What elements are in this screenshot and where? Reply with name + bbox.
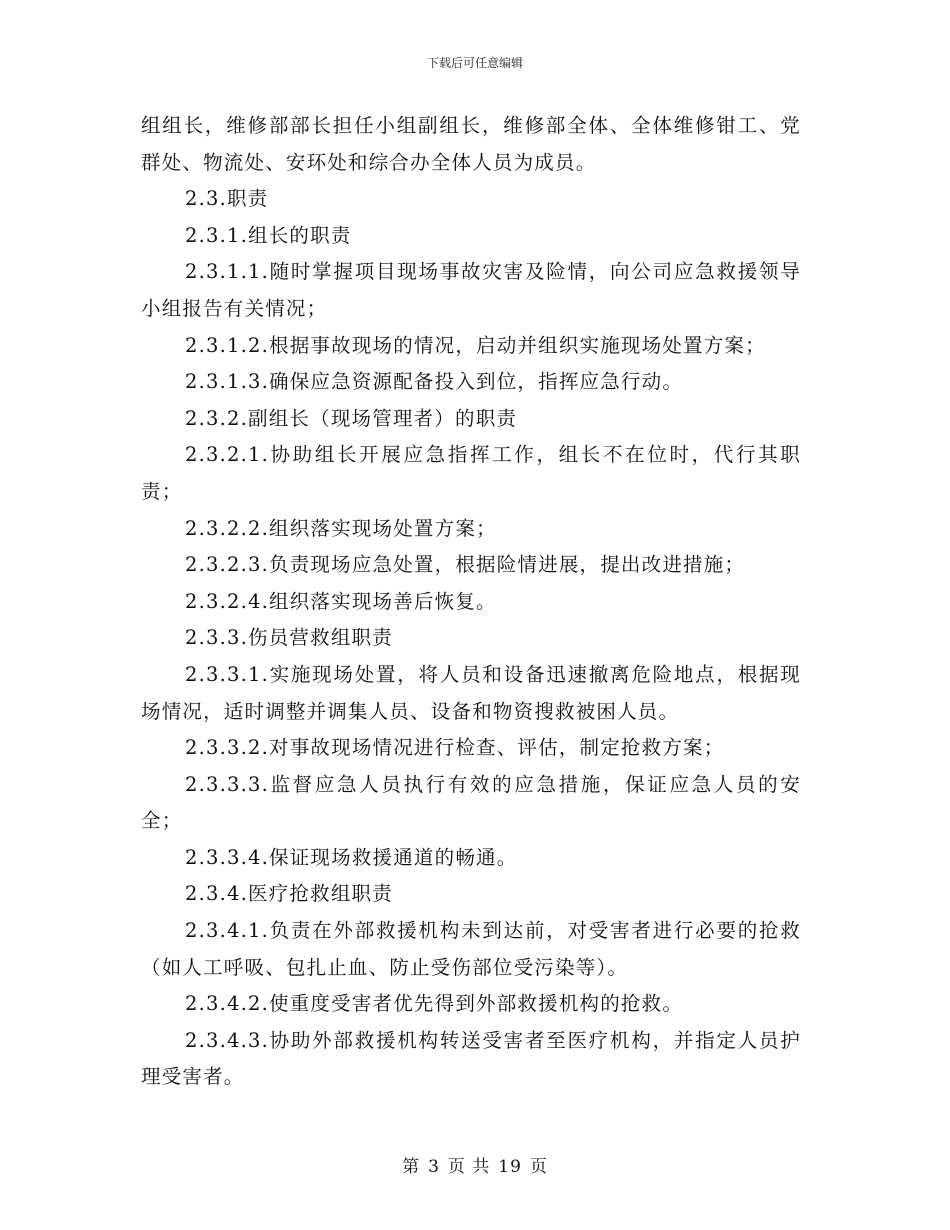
paragraph: 2.3.4.2.使重度受害者优先得到外部救援机构的抢救。 bbox=[185, 992, 684, 1016]
paragraph: 2.3.3.3.监督应急人员执行有效的应急措施，保证应急人员的安全； bbox=[141, 772, 801, 833]
paragraph: 2.3.4.1.负责在外部救援机构未到达前，对受害者进行必要的抢救（如人工呼吸、包扎止血、防止受伤部位受污染等）。 bbox=[141, 919, 801, 979]
document-body bbox=[141, 108, 801, 1096]
section-heading: 2.3.职责 bbox=[185, 187, 269, 211]
paragraph: 2.3.3.1.实施现场处置，将人员和设备迅速撤离危险地点，根据现场情况，适时调整并调集人员、设备和物资搜救被困人员。 bbox=[141, 662, 801, 723]
paragraph: 组组长，维修部部长担任小组副组长，维修部全体、全体维修钳工、党群处、物流处、安环处和综合办全体人员为成员。 bbox=[141, 114, 801, 174]
paragraph: 2.3.2.1.协助组长开展应急指挥工作，组长不在位时，代行其职责； bbox=[141, 443, 801, 503]
paragraph: 2.3.1.1.随时掌握项目现场事故灾害及险情，向公司应急救援领导小组报告有关情况； bbox=[141, 260, 801, 320]
page-footer bbox=[0, 1152, 950, 1177]
page-header: 下载后可任意编辑 bbox=[426, 56, 523, 70]
section-heading: 2.3.1.组长的职责 bbox=[185, 223, 352, 247]
paragraph: 2.3.2.2.组织落实现场处置方案； bbox=[185, 516, 497, 540]
total-page-count: 19 bbox=[498, 1157, 522, 1177]
paragraph: 2.3.2.3.负责现场应急处置，根据险情进展，提出改进措施； bbox=[185, 553, 746, 577]
footer-prefix: 第 bbox=[402, 1157, 421, 1177]
section-heading: 2.3.2.副组长（现场管理者）的职责 bbox=[185, 406, 518, 430]
current-page-number: 3 bbox=[428, 1157, 440, 1177]
paragraph: 2.3.3.4.保证现场救援通道的畅通。 bbox=[185, 845, 518, 869]
paragraph: 2.3.2.4.组织落实现场善后恢复。 bbox=[185, 589, 497, 613]
section-heading: 2.3.4.医疗抢救组职责 bbox=[185, 882, 393, 906]
paragraph: 2.3.1.2.根据事故现场的情况，启动并组织实施现场处置方案； bbox=[185, 333, 766, 357]
footer-mid: 页 共 bbox=[447, 1157, 491, 1177]
section-heading: 2.3.3.伤员营救组职责 bbox=[185, 626, 393, 650]
paragraph: 2.3.1.3.确保应急资源配备投入到位，指挥应急行动。 bbox=[185, 370, 684, 394]
paragraph: 2.3.4.3.协助外部救援机构转送受害者至医疗机构，并指定人员护理受害者。 bbox=[141, 1028, 801, 1089]
paragraph: 2.3.3.2.对事故现场情况进行检查、评估，制定抢救方案； bbox=[185, 736, 725, 760]
footer-suffix: 页 bbox=[529, 1157, 548, 1177]
